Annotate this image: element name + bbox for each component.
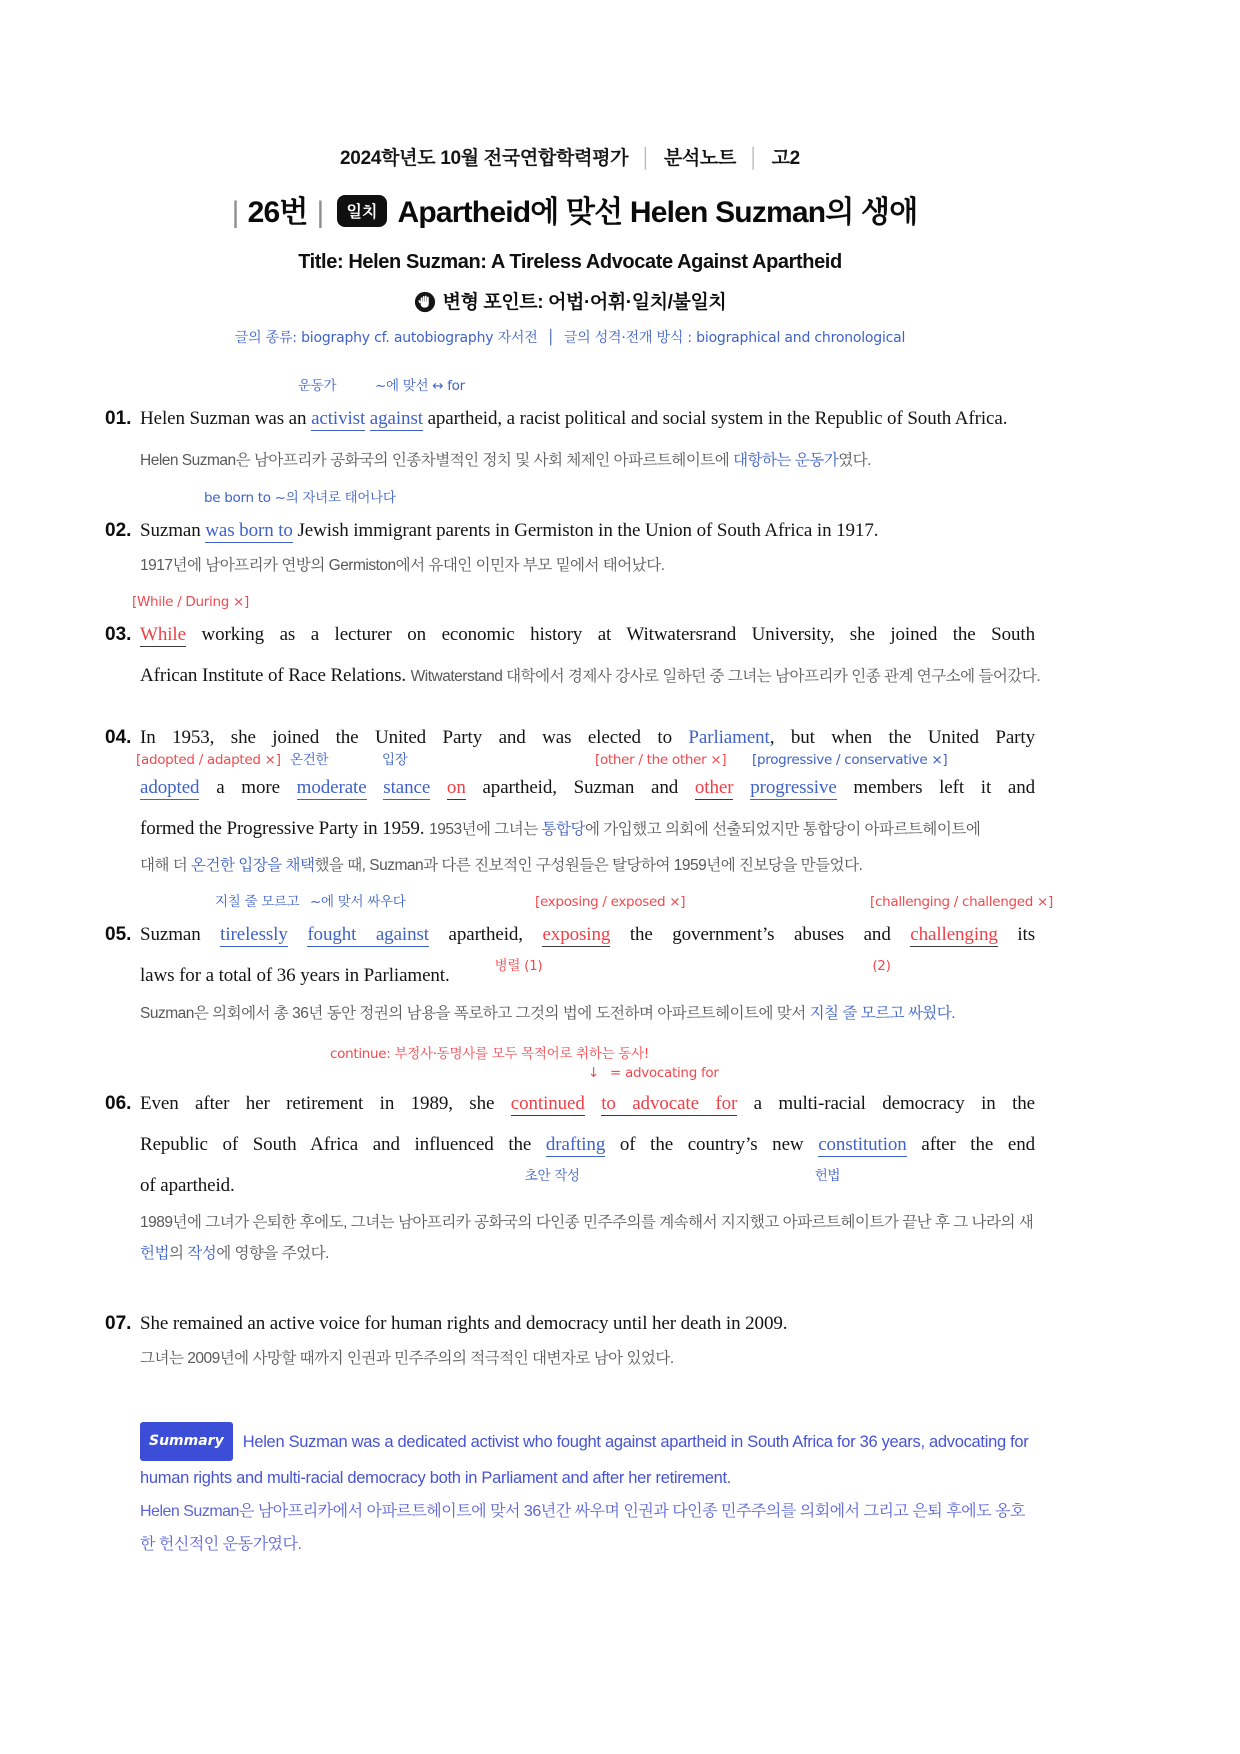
korean-translation: 였다. <box>838 452 871 469</box>
variation-points-text: 변형 포인트: 어법·어휘·일치/불일치 <box>442 292 727 313</box>
note-type: 분석노트 <box>663 148 737 169</box>
korean-translation: 그녀는 2009년에 사망할 때까지 인권과 민주주의의 적극적인 대변자로 남아 있었다. <box>140 1350 674 1367</box>
genre-meta-line <box>105 327 1035 347</box>
sentence-03 <box>105 593 1041 697</box>
english-sentence <box>105 614 1035 655</box>
english-sentence <box>140 1165 1035 1208</box>
grade-label: 고2 <box>771 148 800 169</box>
vocab-note: be born to ~의 자녀로 태어나다 <box>204 490 396 506</box>
meta-separator: │ <box>546 330 555 346</box>
english-segment <box>585 1093 601 1114</box>
summary-english <box>140 1422 1035 1495</box>
english-segment <box>430 777 447 798</box>
korean-translation-line <box>140 850 1035 881</box>
blue-vocab-underline: constitution <box>818 1134 907 1155</box>
header-separator: │ <box>748 148 760 169</box>
annotation-row <box>140 489 1035 510</box>
sentence-number: 05. <box>105 924 132 945</box>
match-type-badge: 일치 <box>337 195 388 227</box>
grammar-choice-note: [While / During ×] <box>132 594 249 610</box>
passage-analysis-body <box>105 377 1053 1561</box>
blue-vocab-underline: stance <box>383 777 431 798</box>
grammar-choice-note: [challenging / challenged ×] <box>870 894 1053 910</box>
english-segment: Suzman <box>140 924 221 945</box>
annotation-row <box>140 1064 1035 1083</box>
summary-english-text: Helen Suzman was a dedicated activist who fought against apartheid in South Africa for 36 years, advocating for human rights and multi-racial democracy both in Parliament and after her retirement. <box>140 1433 1029 1487</box>
blue-vocab-underline: progressive <box>750 777 837 798</box>
title-text: Apartheid에 맞선 Helen Suzman의 생애 <box>397 196 918 229</box>
english-segment: the government’s abuses and <box>610 924 911 945</box>
korean-translation-line <box>140 998 1035 1029</box>
korean-translation: 의 <box>168 1245 188 1262</box>
annotation-row <box>132 593 1035 614</box>
english-sentence <box>140 655 1041 697</box>
summary-korean: Helen Suzman은 남아프리카에서 아파르트헤이트에 맞서 36년간 싸우며 인권과 다인종 민주주의를 의회에서 그리고 은퇴 후에도 옹호한 헌신적인 운동가였다. <box>140 1503 1025 1553</box>
english-segment: Suzman <box>140 520 206 541</box>
content-column <box>105 0 1053 1561</box>
parallel-structure-note: 병렬 (1) <box>494 958 543 974</box>
blue-vocab-underline: drafting <box>545 1134 606 1155</box>
summary-section <box>105 1422 1035 1561</box>
korean-highlight: 작성 <box>187 1245 217 1262</box>
english-sentence <box>140 808 1035 850</box>
korean-highlight: 지칠 줄 모르고 싸웠다. <box>809 1005 956 1022</box>
red-variant-underline: on <box>446 777 466 798</box>
sentence-06 <box>105 1045 1035 1269</box>
korean-translation: Suzman은 의회에서 총 36년 동안 정권의 남용을 폭로하고 그것의 법에 도전하며 아파르트헤이트에 맞서 <box>140 1005 810 1022</box>
english-segment: Republic of South Africa and influenced the <box>140 1134 546 1155</box>
variation-points-line <box>105 287 1035 314</box>
english-segment: apartheid, Suzman and <box>465 777 695 798</box>
red-variant-underline: continued <box>510 1093 585 1114</box>
korean-translation: 에 영향을 주었다. <box>216 1245 329 1262</box>
english-segment <box>733 777 750 798</box>
red-variant-underline: other <box>694 777 734 798</box>
blue-vocab-underline: fought against <box>307 924 429 945</box>
vocab-note: ~에 맞선 ↔ for <box>375 378 465 394</box>
vocab-note: 헌법 <box>814 1168 841 1184</box>
english-segment: laws for a total of 36 years in Parliament. <box>140 965 450 986</box>
english-title: Title: Helen Suzman: A Tireless Advocate Against Apartheid <box>298 251 842 273</box>
english-segment: of the country’s new <box>605 1134 819 1155</box>
english-segment: working as a lecturer on economic history at Witwatersrand University, she joined the South <box>185 624 1035 645</box>
korean-translation: 에 가입했고 의회에 선출되었지만 통합당이 아파르트헤이트에 <box>584 821 981 838</box>
korean-translation: 1989년에 그녀가 은퇴한 후에도, 그녀는 남아프리카 공화국의 다인종 민주주의를 계속해서 지지했고 아파르트헤이트가 끝난 후 그 나라의 새 <box>140 1214 1034 1231</box>
down-arrow-icon: ↓ <box>588 1065 600 1081</box>
red-variant-underline: challenging <box>910 924 998 945</box>
blue-vocab-underline: moderate <box>296 777 367 798</box>
english-segment: Helen Suzman was an <box>140 408 312 429</box>
sentence-number: 01. <box>105 408 132 429</box>
hand-icon <box>414 291 436 313</box>
english-sentence <box>105 1083 1035 1124</box>
red-variant-underline: to advocate for <box>601 1093 738 1114</box>
red-variant-underline: While <box>140 624 186 645</box>
english-segment: apartheid, <box>428 924 543 945</box>
english-segment: members left it and <box>836 777 1036 798</box>
header-separator: │ <box>640 148 652 169</box>
english-sentence <box>105 1303 1035 1344</box>
korean-highlight: 통합당 <box>541 821 585 838</box>
vocab-choice-note: [progressive / conservative ×] <box>752 752 948 768</box>
vocab-note: 입장 <box>382 752 408 768</box>
english-segment <box>288 924 308 945</box>
annotation-row <box>140 377 1035 398</box>
english-segment <box>367 777 384 798</box>
korean-highlight: 대항하는 운동가 <box>733 452 839 469</box>
korean-translation: 1953년에 그녀는 <box>429 821 542 838</box>
annotation-row <box>140 893 1053 914</box>
page-title <box>105 187 1035 231</box>
blue-key-word: Parliament <box>688 727 770 748</box>
document-header <box>105 143 1035 170</box>
english-segment: a more <box>199 777 297 798</box>
korean-translation: 했을 때, Suzman과 다른 진보적인 구성원들은 탈당하여 1959년에 진보당을 만들었다. <box>314 857 863 874</box>
english-sentence <box>140 955 1035 998</box>
sentence-number: 02. <box>105 520 132 541</box>
sentence-02 <box>105 489 1035 581</box>
vocab-note: 지칠 줄 모르고 <box>215 894 300 910</box>
english-segment: African Institute of Race Relations. <box>140 665 411 686</box>
blue-vocab-underline: was born to <box>205 520 293 541</box>
summary-badge: Summary <box>140 1422 233 1461</box>
english-sentence <box>140 767 1035 808</box>
korean-translation: 대해 더 <box>140 857 192 874</box>
blue-vocab-underline: against <box>369 408 423 429</box>
sentence-04 <box>105 717 1035 881</box>
english-segment: its <box>997 924 1035 945</box>
genre-label: 글의 종류: biography cf. autobiography 자서전 <box>234 330 538 346</box>
korean-highlight: 헌법 <box>140 1245 169 1262</box>
english-segment: a multi-racial democracy in the <box>737 1093 1035 1114</box>
blue-vocab-underline: adopted <box>140 777 200 798</box>
sentence-07 <box>105 1303 1035 1374</box>
english-sentence <box>105 510 1035 551</box>
english-segment: after the end <box>906 1134 1035 1155</box>
english-segment: , but when the United Party <box>769 727 1035 748</box>
grammar-choice-note: [adopted / adapted ×] <box>136 752 281 768</box>
exam-name: 2024학년도 10월 전국연합학력평가 <box>340 148 629 169</box>
english-segment: Even after her retirement in 1989, she <box>140 1093 511 1114</box>
sentence-05 <box>105 893 1053 1029</box>
annotation-row <box>140 1045 1035 1066</box>
grammar-choice-note: [exposing / exposed ×] <box>535 894 686 910</box>
sentence-number: 07. <box>105 1313 132 1334</box>
grammar-choice-note: [other / the other ×] <box>595 752 727 768</box>
vocab-note: 온건한 <box>290 752 329 768</box>
english-segment: apartheid, a racist political and social system in the Republic of South Africa. <box>422 408 1008 429</box>
style-label: 글의 성격·전개 방식 : biographical and chronological <box>563 330 906 346</box>
sentence-number: 06. <box>105 1093 132 1114</box>
korean-highlight: 온건한 입장을 채택 <box>191 857 315 874</box>
english-sentence <box>105 914 1035 955</box>
english-segment: She remained an active voice for human rights and democracy until her death in 2009. <box>140 1313 788 1334</box>
vocab-note: 운동가 <box>298 378 337 394</box>
korean-translation-line <box>140 1238 1035 1269</box>
korean-translation: 1917년에 남아프리카 연방의 Germiston에서 유대인 이민자 부모 밑에서 태어났다. <box>140 557 665 574</box>
english-segment: Jewish immigrant parents in Germiston in the Union of South Africa in 1917. <box>292 520 879 541</box>
parallel-structure-note: (2) <box>872 958 891 974</box>
question-number: 26번 <box>247 196 308 229</box>
equivalent-note: = advocating for <box>610 1065 719 1081</box>
english-segment: of apartheid. <box>140 1175 235 1196</box>
blue-vocab-underline: activist <box>311 408 366 429</box>
vocab-note: 초안 작성 <box>524 1168 580 1184</box>
korean-translation: Helen Suzman은 남아프리카 공화국의 인종차별적인 정치 및 사회 체제인 아파르트헤이트에 <box>140 452 734 469</box>
title-bar: | <box>231 196 239 229</box>
red-variant-underline: exposing <box>542 924 611 945</box>
sentence-number: 03. <box>105 624 132 645</box>
english-sentence <box>105 398 1035 481</box>
english-segment: In 1953, she joined the United Party and was elected to <box>140 727 689 748</box>
title-bar: | <box>316 196 324 229</box>
english-segment: formed the Progressive Party in 1959. <box>140 818 430 839</box>
korean-translation: Witwaterstand 대학에서 경제사 강사로 일하던 중 그녀는 남아프리카 인종 관계 연구소에 들어갔다. <box>410 668 1041 685</box>
sentence-number: 04. <box>105 727 132 748</box>
vocab-note: ~에 맞서 싸우다 <box>310 894 406 910</box>
blue-vocab-underline: tirelessly <box>220 924 288 945</box>
sentence-01 <box>105 377 1035 481</box>
grammar-note: continue: 부정사·동명사를 모두 목적어로 취하는 동사! <box>330 1046 649 1062</box>
english-sentence <box>140 1124 1035 1165</box>
